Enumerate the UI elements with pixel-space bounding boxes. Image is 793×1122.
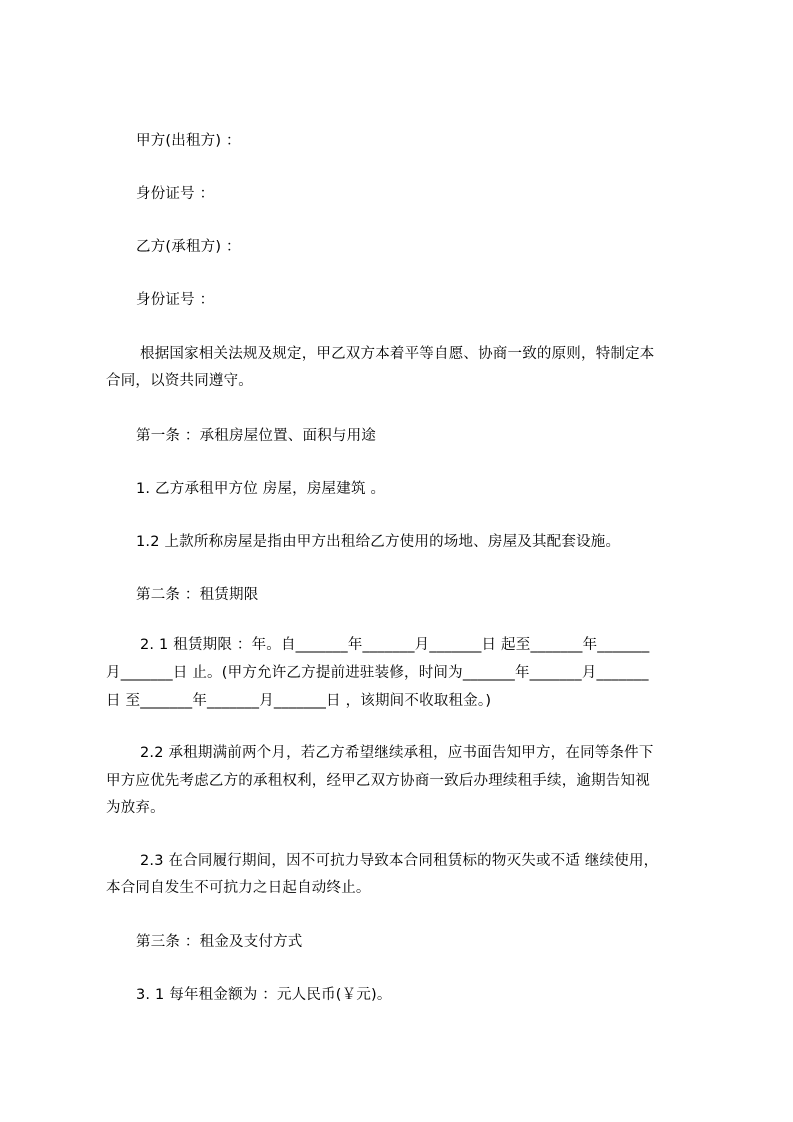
id-number-b-label: 身份证号 ：	[136, 292, 215, 308]
article-2-title: 第二条 ：租赁期限	[136, 587, 259, 603]
article-1-title: 第一条 ：承租房屋位置、面积与用途	[136, 428, 377, 444]
article-3-clause-1: 3. 1 每年租金额为 ：元人民币(￥元)。	[136, 987, 392, 1003]
article-2-clause-2-line-3: 为放弃。	[106, 800, 165, 816]
article-2-clause-2-line-1: 2.2 承租期满前两个月，若乙方希望继续承租，应书面告知甲方，在同等条件下	[140, 745, 654, 761]
article-2-clause-1-line-2: 月_______日 止。(甲方允许乙方提前进驻装修，时间为_______年_______月_______	[106, 665, 649, 681]
article-2-clause-1-line-3: 日 至_______年_______月_______日 ，该期间不收取租金。)	[106, 693, 492, 709]
intro-paragraph-line-2: 合同，以资共同遵守。	[106, 373, 253, 389]
article-2-clause-3-line-2: 本合同自发生不可抗力之日起自动终止。	[106, 880, 371, 896]
intro-paragraph-line-1: 根据国家相关法规及规定，甲乙双方本着平等自愿、协商一致的原则，特制定本	[140, 346, 655, 362]
article-2-clause-1-line-1: 2. 1 租赁期限 ：年。自_______年_______月_______日 起至_______年_______	[140, 637, 650, 653]
article-1-clause-1: 1. 乙方承租甲方位 房屋，房屋建筑 。	[136, 481, 386, 497]
article-2-clause-2-line-2: 甲方应优先考虑乙方的承租权利，经甲乙双方协商一致后办理续租手续，逾期告知视	[106, 773, 650, 789]
article-3-title: 第三条 ：租金及支付方式	[136, 934, 303, 950]
id-number-a-label: 身份证号 ：	[136, 186, 215, 202]
article-2-clause-3-line-1: 2.3 在合同履行期间，因不可抗力导致本合同租赁标的物灭失或不适 继续使用，	[140, 853, 659, 869]
party-b-label: 乙方(承租方) ：	[136, 239, 241, 255]
article-1-clause-2: 1.2 上款所称房屋是指由甲方出租给乙方使用的场地、房屋及其配套设施。	[136, 534, 621, 550]
party-a-label: 甲方(出租方) ：	[136, 133, 241, 149]
